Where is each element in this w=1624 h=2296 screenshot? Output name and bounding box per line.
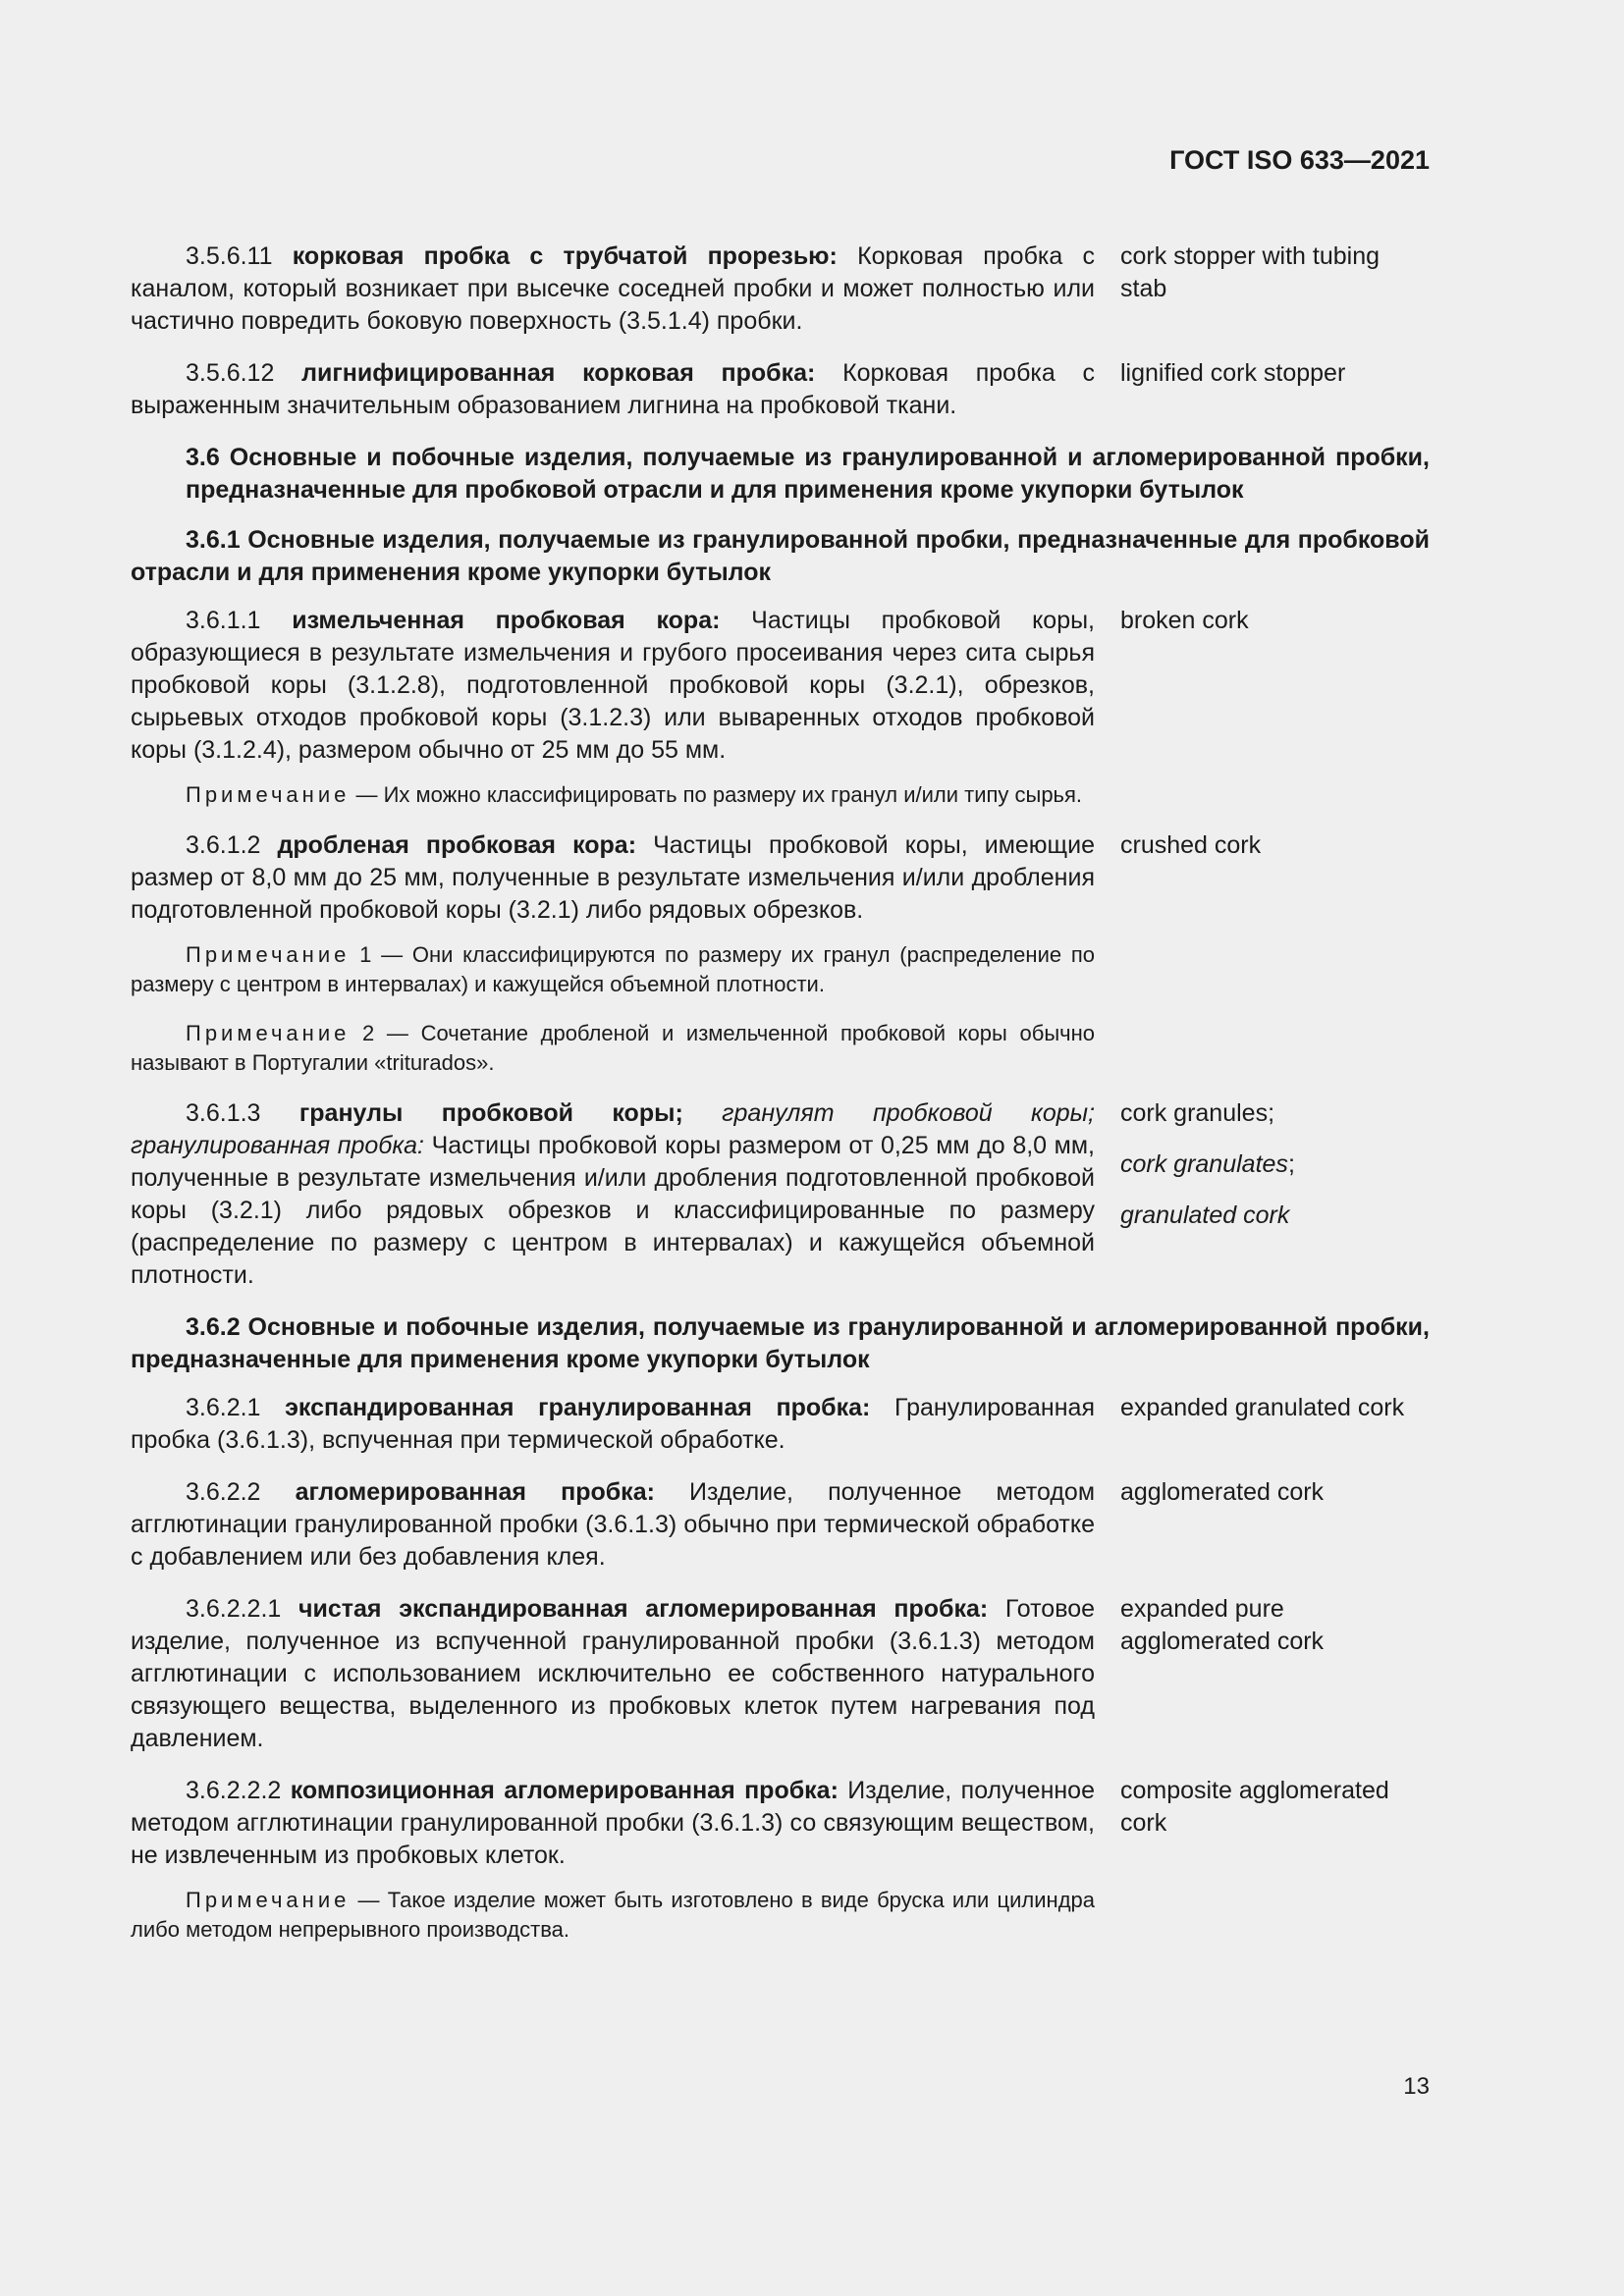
note-text: — Их можно классифицировать по размеру их гранул и/или типу сырья. — [350, 782, 1083, 807]
definition-text: Изделие, полученное методом агглютинации гранулированной пробки (3.6.1.3) обычно при термической обработке с добавлением или без добавления клея. — [131, 1478, 1096, 1571]
clause-number: 3.5.6.12 — [186, 359, 275, 387]
note-label: Примечание — [186, 782, 351, 807]
definition — [131, 1097, 1095, 1292]
term-en — [1120, 1392, 1430, 1457]
term-en-alt-2-text: granulated cork — [1120, 1201, 1290, 1229]
clause-number: 3.6.2.2.1 — [186, 1595, 282, 1623]
note-label: Примечание — [186, 1021, 351, 1045]
note-label: Примечание — [186, 942, 351, 967]
note — [131, 780, 1095, 810]
entry-3-6-1-3 — [131, 1097, 1430, 1292]
definition — [131, 1476, 1095, 1574]
term-en — [1120, 1775, 1430, 1872]
definition-text: Частицы пробковой коры, образующиеся в результате измельчения и грубого просеивания через сита сырья пробковой коры (3.1.2.8), подготовленной пробковой коры (3.2.1), обрезков, сырьевых отходов пробковой коры (3.1.2.3) или вываренных отходов пробковой коры (3.1.2.4), размером обычно от 25 мм до 55 мм. — [131, 607, 1096, 764]
term-en-text: lignified cork stopper — [1120, 359, 1346, 387]
entry-3-6-1-1 — [131, 605, 1430, 767]
term-en — [1120, 1593, 1430, 1755]
term-en-text: broken cork — [1120, 607, 1249, 634]
clause-number: 3.6.2.2.2 — [186, 1777, 282, 1804]
definition-text: Корковая пробка с каналом, который возникает при высечке соседней пробки и может полностью или частично повредить боковую поверхность (3.5.1.4) пробки. — [131, 242, 1095, 335]
term-en-text: agglomerated cork — [1120, 1478, 1325, 1506]
term-en-alt-2 — [1120, 1200, 1430, 1232]
term-en — [1120, 829, 1430, 927]
definition-text: Изделие, полученное методом агглютинации гранулированной пробки (3.6.1.3) со связующим веществом, не извлеченным из пробковых клеток. — [131, 1777, 1095, 1869]
definition — [131, 1392, 1095, 1457]
section-heading-3-6: 3.6 Основные и побочные изделия, получаемые из гранулированной и агломерированной пробки, предназначенные для пробковой отрасли и для применения кроме укупорки бутылок — [186, 444, 1430, 504]
definition — [131, 829, 1095, 927]
entry-3-6-1-2 — [131, 829, 1430, 927]
section-heading-3-6-2: 3.6.2 Основные и побочные изделия, получаемые из гранулированной и агломерированной пробки, предназначенные для применения кроме укупорки бутылок — [131, 1313, 1430, 1373]
entry-3-5-6-11 — [131, 240, 1430, 338]
term-en-alt — [1120, 1148, 1430, 1181]
definition-text: Корковая пробка с выраженным значительным образованием лигнина на пробковой ткани. — [131, 359, 1096, 419]
clause-number: 3.6.1.3 — [186, 1099, 261, 1127]
term-en-text: composite agglomerated cork — [1120, 1777, 1389, 1837]
term-en-text: cork stopper with tubing stab — [1120, 242, 1380, 302]
term-en — [1120, 357, 1430, 422]
term-en — [1120, 605, 1430, 767]
term-ru: гранулы пробковой коры; — [298, 1099, 683, 1127]
definition-text: Частицы пробковой коры, имеющие размер от 8,0 мм до 25 мм, полученные в результате измельчения и/или дробления подготовленной пробковой коры (3.2.1) либо рядовых обрезков. — [131, 831, 1095, 924]
entry-3-5-6-12 — [131, 357, 1430, 422]
term-en-alt-sep: ; — [1287, 1150, 1295, 1178]
term-ru: экспандированная гранулированная пробка: — [285, 1394, 871, 1421]
term-en — [1120, 1476, 1430, 1574]
definition — [131, 357, 1095, 422]
term-en — [1120, 240, 1430, 338]
term-en — [1120, 1097, 1430, 1292]
note — [131, 1886, 1095, 1945]
note-1 — [131, 940, 1095, 999]
entry-3-6-2-1 — [131, 1392, 1430, 1457]
entry-3-6-2-2-2 — [131, 1775, 1430, 1872]
clause-number: 3.6.1.2 — [186, 831, 261, 859]
note-text: 2 — Сочетание дробленой и измельченной пробковой коры обычно называют в Португалии «triturados». — [131, 1021, 1095, 1075]
definition-text: Частицы пробковой коры размером от 0,25 мм до 8,0 мм, полученные в результате измельчения и/или дробления подготовленной пробковой коры (3.2.1) либо рядовых обрезков и классифицированные по размеру (распределение по размеру с центром в интервалах) и кажущейся объемной плотности. — [131, 1132, 1096, 1289]
clause-number: 3.6.2.2 — [186, 1478, 261, 1506]
content — [131, 240, 1430, 1964]
term-ru-alt: гранулят пробковой коры; гранулированная пробка: — [131, 1099, 1095, 1159]
term-en-alt-text: cork granulates — [1120, 1150, 1288, 1178]
definition — [131, 605, 1095, 767]
term-ru: лигнифицированная корковая пробка: — [301, 359, 816, 387]
definition — [131, 1593, 1095, 1755]
note-2 — [131, 1019, 1095, 1078]
standard-header: ГОСТ ISO 633—2021 — [1169, 145, 1430, 175]
term-en-text: expanded pure agglomerated cork — [1120, 1595, 1325, 1655]
entry-3-6-2-2 — [131, 1476, 1430, 1574]
definition — [131, 1775, 1095, 1872]
section-heading-3-6-1: 3.6.1 Основные изделия, получаемые из гранулированной пробки, предназначенные для пробковой отрасли и для применения кроме укупорки бутылок — [131, 526, 1430, 586]
entry-3-6-2-2-1 — [131, 1593, 1430, 1755]
clause-number: 3.5.6.11 — [186, 242, 273, 270]
term-en-text: crushed cork — [1120, 831, 1262, 859]
term-ru: агломерированная пробка: — [295, 1478, 655, 1506]
note-text: — Такое изделие может быть изготовлено в виде бруска или цилиндра либо методом непрерывного производства. — [131, 1888, 1095, 1942]
term-ru: измельченная пробковая кора: — [292, 607, 721, 634]
clause-number: 3.6.2.1 — [186, 1394, 261, 1421]
term-en-text: expanded granulated cork — [1120, 1394, 1405, 1421]
term-ru: дробленая пробковая кора: — [277, 831, 637, 859]
definition — [131, 240, 1095, 338]
definition-text: Гранулированная пробка (3.6.1.3), вспученная при термической обработке. — [131, 1394, 1095, 1454]
page-number: 13 — [1403, 2073, 1430, 2100]
term-en-text: cork granules; — [1120, 1099, 1275, 1127]
clause-number: 3.6.1.1 — [186, 607, 261, 634]
definition-text: Готовое изделие, полученное из вспученной гранулированной пробки (3.6.1.3) методом агглютинации с использованием исключительно ее собственного натурального связующего вещества, выделенного из пробковых клеток путем нагревания под давлением. — [131, 1595, 1096, 1752]
term-ru: чистая экспандированная агломерированная пробка: — [298, 1595, 989, 1623]
note-text: 1 — Они классифицируются по размеру их гранул (распределение по размеру с центром в интервалах) и кажущейся объемной плотности. — [131, 942, 1095, 996]
term-ru: композиционная агломерированная пробка: — [290, 1777, 839, 1804]
note-label: Примечание — [186, 1888, 351, 1912]
term-ru: корковая пробка с трубчатой прорезью: — [292, 242, 838, 270]
